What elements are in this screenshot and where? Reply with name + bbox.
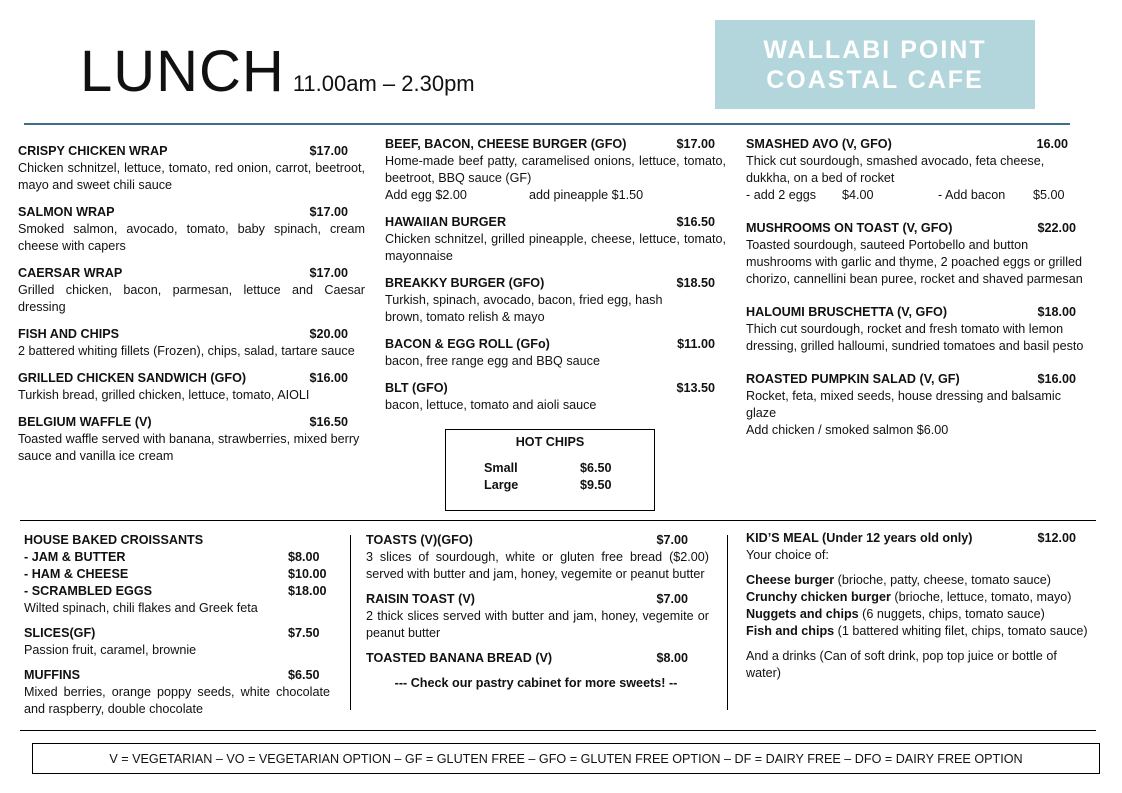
size-label: Small [484,461,518,475]
menu-item [746,304,1088,355]
column-1 [18,143,365,465]
menu-item [366,532,709,583]
menu-item [366,591,709,642]
menu-item [746,136,1088,204]
item-description: Passion fruit, caramel, brownie [24,643,197,657]
item-description: Toasted waffle served with banana, strawberries, mixed berry sauce and vanilla ice cream [18,432,360,463]
column-3 [746,136,1088,439]
menu-item [385,275,726,326]
item-price: $13.50 [676,381,715,395]
item-price: $16.50 [309,415,348,429]
menu-item [746,371,1088,439]
item-description: Thick cut sourdough, smashed avocado, feta cheese, dukkha, on a bed of rocket [746,154,1045,185]
menu-item [385,380,726,414]
item-name: SMASHED AVO (V, GFO) [746,137,892,151]
dietary-legend [32,743,1100,774]
item-price: $16.00 [309,371,348,385]
menu-title: LUNCH [80,39,285,104]
extra-price: $5.00 [1033,188,1065,202]
pastry-note: --- Check our pastry cabinet for more sweets! -- [394,676,678,690]
option-row: - SCRAMBLED EGGS $18.00 [24,584,327,598]
item-description: Grilled chicken, bacon, parmesan, lettuce and Caesar dressing [18,283,365,314]
cafe-logo [715,20,1035,109]
item-name: HAWAIIAN BURGER [385,215,507,229]
item-price: $17.00 [309,205,348,219]
menu-item [366,650,709,667]
section-divider [20,520,1096,521]
item-description: 2 battered whiting fillets (Frozen), chips, salad, tartare sauce [18,344,355,358]
item-description: 3 slices of sourdough, white or gluten free bread ($2.00) served with butter and jam, honey, vegemite or peanut butter [366,550,709,581]
item-price: $20.00 [309,327,348,341]
item-name: RAISIN TOAST (V) [366,592,475,606]
item-price: 16.00 [1036,137,1068,151]
item-name: BLT (GFO) [385,381,448,395]
header-divider [24,123,1070,125]
item-name: SALMON WRAP [18,205,115,219]
menu-item [385,336,726,370]
item-name: TOASTED BANANA BREAD (V) [366,651,553,665]
kids-meal [746,530,1088,682]
item-price: $22.00 [1037,221,1076,235]
extra-option: - add 2 eggs [746,188,817,202]
item-description: Rocket, feta, mixed seeds, house dressing and balsamic glaze [746,389,1062,420]
opening-hours: 11.00am – 2.30pm [292,71,475,96]
menu-item [746,220,1088,288]
page-title [80,38,475,105]
item-description: Chicken schnitzel, lettuce, tomato, red onion, carrot, beetroot, mayo and sweet chili sauce [18,161,365,192]
item-name: BEEF, BACON, CHEESE BURGER (GFO) [385,137,627,151]
extra-option: add pineapple $1.50 [529,188,644,202]
extra-price: $4.00 [842,188,874,202]
item-price: $7.00 [656,592,688,606]
item-price: $18.50 [676,276,715,290]
menu-item [385,136,726,204]
column-divider [727,535,728,710]
hot-chips-title: HOT CHIPS [515,435,585,449]
item-name: FISH AND CHIPS [18,327,119,341]
logo-line-2: COASTAL CAFE [766,65,984,94]
item-name: KID’S MEAL (Under 12 years old only) [746,531,973,545]
kids-intro: Your choice of: [746,548,829,562]
option-row: - HAM & CHEESE $10.00 [24,567,327,581]
menu-item [18,370,365,404]
item-name: CRISPY CHICKEN WRAP [18,144,168,158]
item-name: BREAKKY BURGER (GFO) [385,276,545,290]
item-price: $12.00 [1037,531,1076,545]
kids-option: Fish and chips (1 battered whiting filet, chips, tomato sauce) [746,624,1088,638]
menu-item [18,326,365,360]
item-price: $16.50 [676,215,715,229]
item-price: $17.00 [309,266,348,280]
kids-option: Nuggets and chips (6 nuggets, chips, tomato sauce) [746,607,1045,621]
column-divider [350,535,351,710]
menu-item [24,667,330,718]
item-description: Mixed berries, orange poppy seeds, white chocolate and raspberry, double chocolate [24,685,330,716]
hot-chips-large [484,477,654,494]
item-extra: Add chicken / smoked salmon $6.00 [746,423,949,437]
item-price: $11.00 [677,337,715,351]
menu-item [18,265,365,316]
item-price: $18.00 [1037,305,1076,319]
item-price: $7.50 [288,626,320,640]
item-price: $7.00 [656,533,688,547]
extra-option: - Add bacon [938,188,1006,202]
item-price: $8.00 [656,651,688,665]
size-label: Large [484,478,519,492]
item-description: bacon, free range egg and BBQ sauce [385,354,600,368]
item-price: $6.50 [288,668,320,682]
item-description: Home-made beef patty, caramelised onions, lettuce, tomato, beetroot, BBQ sauce (GF) [385,154,726,185]
column-2 [385,136,726,414]
item-name: BELGIUM WAFFLE (V) [18,415,152,429]
item-description: Toasted sourdough, sauteed Portobello and button mushrooms with garlic and thyme, 2 poached eggs or grilled chorizo, cannellini bean puree, rocket and shaved parmesan [746,238,1083,286]
menu-item [385,214,726,265]
item-name: BACON & EGG ROLL (GFo) [385,337,550,351]
kids-option: Crunchy chicken burger (brioche, lettuce, tomato, mayo) [746,590,1072,604]
hot-chips-small [484,460,654,477]
kids-option: Cheese burger (brioche, patty, cheese, tomato sauce) [746,573,1051,587]
item-price: $17.00 [676,137,715,151]
option-row: - JAM & BUTTER $8.00 [24,550,320,564]
item-description: Chicken schnitzel, grilled pineapple, cheese, lettuce, tomato, mayonnaise [385,232,726,263]
item-price: $17.00 [309,144,348,158]
item-description: Turkish, spinach, avocado, bacon, fried egg, hash brown, tomato relish & mayo [385,293,663,324]
item-name: CAERSAR WRAP [18,266,123,280]
item-name: MUFFINS [24,668,80,682]
bottom-column-3 [746,530,1088,682]
item-extras [385,187,726,204]
croissants-section [24,532,330,617]
item-name: TOASTS (V)(GFO) [366,533,473,547]
item-description: Smoked salmon, avocado, tomato, baby spinach, cream cheese with capers [18,222,365,253]
menu-item [18,204,365,255]
bottom-column-2 [366,532,709,692]
logo-line-1: WALLABI POINT [763,35,987,64]
kids-drinks: And a drinks (Can of soft drink, pop top juice or bottle of water) [746,649,1057,680]
item-name: GRILLED CHICKEN SANDWICH (GFO) [18,371,247,385]
size-price: $6.50 [580,461,612,475]
section-divider [20,730,1096,731]
item-name: SLICES(GF) [24,626,96,640]
menu-item [18,143,365,194]
menu-item [24,625,330,659]
item-description: Turkish bread, grilled chicken, lettuce, tomato, AIOLI [18,388,310,402]
hot-chips-box [445,429,655,511]
item-name: ROASTED PUMPKIN SALAD (V, GF) [746,372,960,386]
bottom-column-1 [24,532,330,718]
item-name: HOUSE BAKED CROISSANTS [24,533,204,547]
item-extras [746,187,1088,204]
item-name: MUSHROOMS ON TOAST (V, GFO) [746,221,953,235]
item-price: $16.00 [1037,372,1076,386]
item-description: Thich cut sourdough, rocket and fresh tomato with lemon dressing, grilled halloumi, sundried tomatoes and basil pesto [746,322,1084,353]
size-price: $9.50 [580,478,612,492]
item-description: 2 thick slices served with butter and jam, honey, vegemite or peanut butter [366,609,709,640]
menu-item [18,414,365,465]
item-description: bacon, lettuce, tomato and aioli sauce [385,398,597,412]
legend-text: V = VEGETARIAN – VO = VEGETARIAN OPTION – GF = GLUTEN FREE – GFO = GLUTEN FREE OPTION – DF = DAIRY FREE – DFO = DAIRY FREE OPTION [109,751,1023,766]
item-description: Wilted spinach, chili flakes and Greek feta [24,601,258,615]
item-name: HALOUMI BRUSCHETTA (V, GFO) [746,305,948,319]
extra-option: Add egg $2.00 [385,188,467,202]
